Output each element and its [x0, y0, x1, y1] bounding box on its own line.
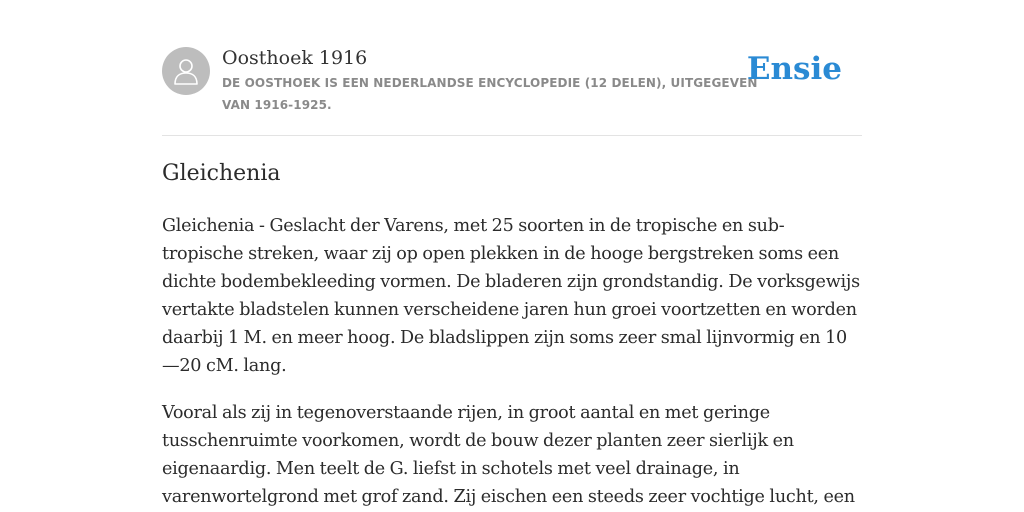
- article-paragraph-1: Gleichenia - Geslacht der Varens, met 25 soorten in de tropische en sub-tropische streken, waar zij op open plekken in de hooge bergstreken soms een dichte bodembekleeding vormen. De bladeren zijn grondstandig. De vorksgewijs vertakte bladstelen kunnen verscheidene jaren hun groei voortzetten en worden daarbij 1 M. en meer hoog. De bladslippen zijn soms zeer smal lijnvormig en 10—20 cM. lang.: [162, 216, 860, 376]
- content-column: [162, 0, 862, 507]
- article-body: [162, 212, 862, 512]
- article-title: Gleichenia: [162, 161, 281, 186]
- ensie-logo[interactable]: Ensie: [746, 51, 842, 87]
- user-silhouette-icon: [173, 57, 199, 85]
- source-title[interactable]: Oosthoek 1916: [222, 47, 368, 69]
- avatar[interactable]: [162, 47, 210, 95]
- article-paragraph-2: Vooral als zij in tegenoverstaande rijen, in groot aantal en met geringe tusschenruimte voorkomen, wordt de bouw dezer planten zeer sierlijk en eigenaardig. Men teelt de G. liefst in schotels met veel drainage, in varenwortelgrond met grof zand. Zij eischen een steeds zeer vochtige lucht, een: [162, 403, 855, 507]
- source-header: [162, 0, 862, 136]
- source-description: DE OOSTHOEK IS EEN NEDERLANDSE ENCYCLOPEDIE (12 DELEN), UITGEGEVEN VAN 1916-1925.: [222, 76, 758, 112]
